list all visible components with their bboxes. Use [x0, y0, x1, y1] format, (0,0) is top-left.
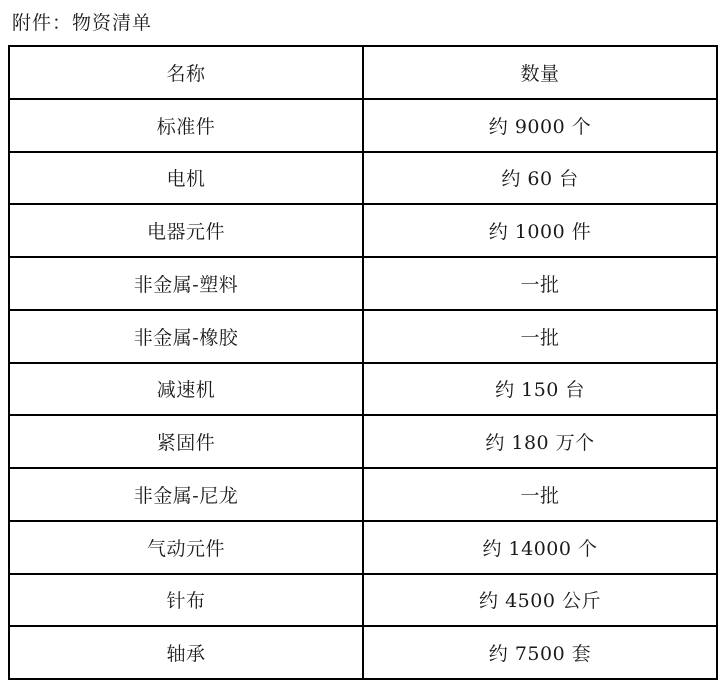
cell-qty: 一批 [363, 468, 717, 521]
table-row [9, 521, 717, 574]
cell-qty: 约 60 台 [363, 152, 717, 205]
cell-name: 电机 [9, 152, 363, 205]
cell-qty: 一批 [363, 310, 717, 363]
cell-qty: 约 180 万个 [363, 415, 717, 468]
table-row [9, 415, 717, 468]
column-header-qty: 数量 [363, 46, 717, 99]
table-row [9, 310, 717, 363]
column-header-name: 名称 [9, 46, 363, 99]
cell-qty: 约 7500 套 [363, 626, 717, 679]
cell-name: 轴承 [9, 626, 363, 679]
cell-name: 紧固件 [9, 415, 363, 468]
cell-name: 气动元件 [9, 521, 363, 574]
table-row [9, 152, 717, 205]
table-row [9, 363, 717, 416]
table-row [9, 204, 717, 257]
materials-table [8, 45, 718, 680]
cell-name: 非金属-塑料 [9, 257, 363, 310]
cell-qty: 一批 [363, 257, 717, 310]
cell-qty: 约 14000 个 [363, 521, 717, 574]
table-row [9, 574, 717, 627]
cell-name: 标准件 [9, 99, 363, 152]
cell-qty: 约 9000 个 [363, 99, 717, 152]
cell-name: 减速机 [9, 363, 363, 416]
table-row [9, 99, 717, 152]
cell-qty: 约 4500 公斤 [363, 574, 717, 627]
cell-qty: 约 1000 件 [363, 204, 717, 257]
table-row [9, 468, 717, 521]
cell-qty: 约 150 台 [363, 363, 717, 416]
cell-name: 电器元件 [9, 204, 363, 257]
table-row [9, 257, 717, 310]
cell-name: 非金属-尼龙 [9, 468, 363, 521]
table-header-row [9, 46, 717, 99]
page-title: 附件：物资清单 [12, 12, 153, 34]
cell-name: 针布 [9, 574, 363, 627]
cell-name: 非金属-橡胶 [9, 310, 363, 363]
table-row [9, 626, 717, 679]
